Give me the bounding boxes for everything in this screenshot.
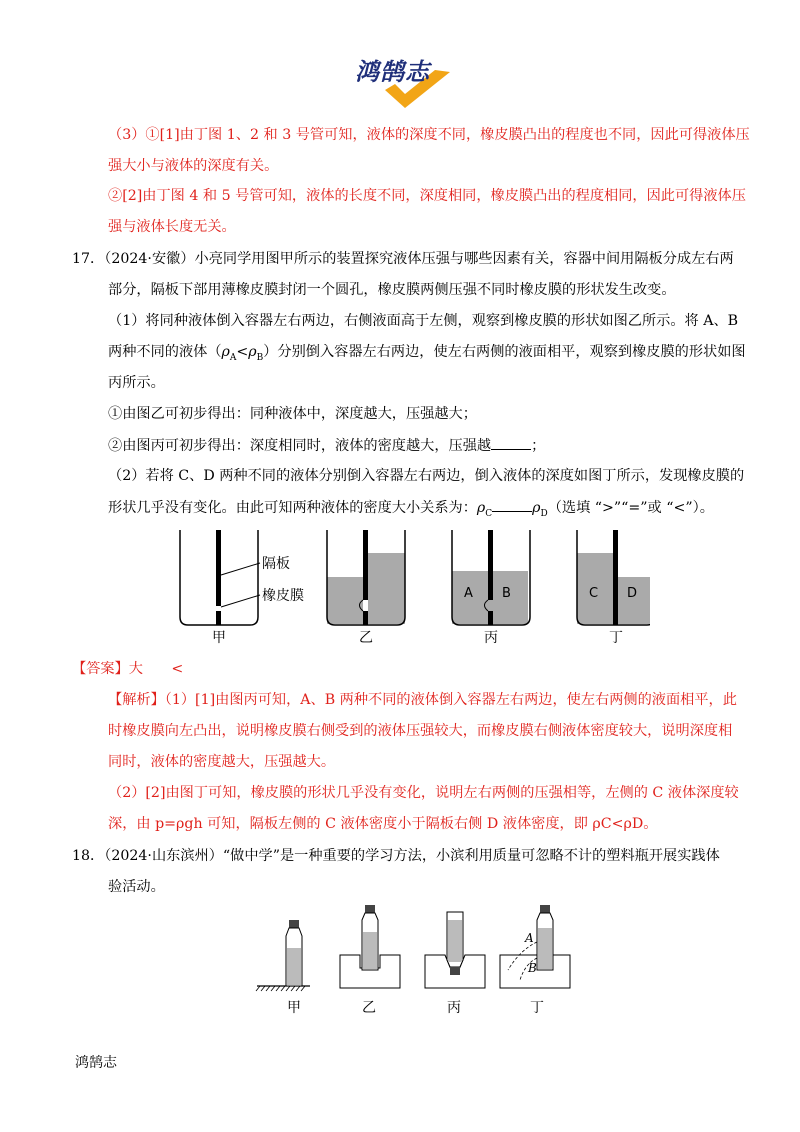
- caption18-bing: 丙: [447, 1000, 461, 1016]
- q17-line4: [108, 342, 746, 368]
- q17-line7-a: ②由图丙可初步得出：深度相同时，液体的密度越大，压强越: [108, 438, 492, 454]
- partition-bar: [216, 530, 221, 606]
- bottle-bing: [425, 912, 485, 1016]
- analysis-line3: 同时，液体的密度越大，压强越大。: [108, 754, 336, 770]
- bottle-jia: [256, 920, 310, 1016]
- caption-bing: 丙: [484, 630, 498, 646]
- caption-ding: 丁: [609, 630, 623, 646]
- caption-jia: 甲: [212, 630, 226, 646]
- label18-b: B: [528, 961, 537, 975]
- sub-a: A: [229, 352, 237, 363]
- rho-symbol: <ρ: [236, 344, 257, 360]
- q17-line8: （2）若将 C、D 两种不同的液体分别倒入容器左右两边，倒入液体的深度如图丁所示，发现橡皮膜的: [108, 468, 745, 484]
- q17-line2: 部分，隔板下部用薄橡皮膜封闭一个圆孔，橡皮膜两侧压强不同时橡皮膜的形状发生改变。: [108, 282, 676, 298]
- caption18-yi: 乙: [362, 1000, 376, 1016]
- answer16-line1: （3）①[1]由丁图 1、2 和 3 号管可知，液体的深度不同，橡皮膜凸出的程度也不同，因此可得液体压: [108, 127, 750, 143]
- caption18-jia: 甲: [287, 1000, 301, 1016]
- label-d: D: [627, 586, 638, 601]
- bottle-ding: [500, 905, 570, 1016]
- answer16-line4: 强与液体长度无关。: [108, 219, 236, 235]
- analysis-line2: 时橡皮膜向左凸出，说明橡皮膜右侧受到的液体压强较大，而橡皮膜右侧液体密度较大，说明深度相: [108, 723, 733, 739]
- analysis-line4: （2）[2]由图丁可知，橡皮膜的形状几乎没有变化，说明左右两侧的压强相等，左侧的 C 液体深度较: [108, 785, 739, 801]
- rho-symbol: ρ: [532, 500, 541, 516]
- answer16-line2: 强大小与液体的深度有关。: [108, 158, 279, 174]
- sub-d: D: [540, 508, 548, 519]
- label-c: C: [589, 586, 599, 601]
- q17-line5: 丙所示。: [108, 375, 165, 391]
- label-membrane: 橡皮膜: [262, 588, 304, 604]
- label-b: B: [502, 586, 511, 601]
- answer-blank[interactable]: [492, 497, 532, 512]
- brand-logo: [355, 50, 465, 110]
- label-partition: 隔板: [262, 556, 290, 572]
- q17-answer: 【答案】大 <: [72, 661, 184, 677]
- container-yi: [327, 530, 405, 646]
- caption18-ding: 丁: [530, 1000, 544, 1016]
- container-bing: [452, 530, 530, 646]
- q18-line1: 18．（2024·山东滨州）“做中学”是一种重要的学习方法，小滨利用质量可忽略不计的塑料瓶开展实践体: [72, 848, 720, 864]
- q17-line3: （1）将同种液体倒入容器左右两边，右侧液面高于左侧，观察到橡皮膜的形状如图乙所示。将 A、B: [108, 313, 739, 329]
- bottle-yi: [340, 905, 400, 1016]
- logo-text: 鸿鹄志: [355, 58, 430, 86]
- analysis-line5: 深，由 p=ρgh 可知，隔板左侧的 C 液体密度小于隔板右侧 D 液体密度，即 ρC<ρD。: [108, 816, 658, 832]
- q17-figure: [170, 525, 650, 665]
- analysis-line1: 【解析】（1）[1]由图丙可知，A、B 两种不同的液体倒入容器左右两边，使左右两侧的液面相平，此: [108, 692, 737, 708]
- q17-line9: [108, 497, 714, 524]
- answer-blank[interactable]: [491, 435, 531, 450]
- sub-c: C: [485, 508, 493, 519]
- q17-line4-a: 两种不同的液体（: [108, 344, 222, 360]
- label-a: A: [464, 586, 473, 601]
- container-jia: [180, 530, 304, 646]
- q17-line1: 17．（2024·安徽）小亮同学用图甲所示的装置探究液体压强与哪些因素有关，容器中间用隔板分成左右两: [72, 251, 734, 267]
- q17-line4-f: ）分别倒入容器左右两边，使左右两侧的液面相平，观察到橡皮膜的形状如图: [263, 344, 746, 360]
- q18-figure: [255, 900, 585, 1035]
- q17-line6: ①由图乙可初步得出：同种液体中，深度越大，压强越大；: [108, 406, 477, 422]
- rho-symbol: ρ: [476, 500, 486, 516]
- label18-a: A: [525, 931, 534, 945]
- sub-b: B: [256, 352, 264, 363]
- q17-line7-b: ；: [531, 438, 546, 454]
- q17-line9-a: 形状几乎没有变化。由此可知两种液体的密度大小关系为：: [108, 500, 477, 516]
- caption-yi: 乙: [359, 630, 373, 646]
- page-footer: 鸿鹄志: [75, 1055, 117, 1071]
- rho-symbol: ρ: [221, 344, 230, 360]
- q18-line2: 验活动。: [108, 879, 165, 895]
- q17-line7: [108, 435, 545, 456]
- q17-line9-f: （选填 “>”“=”或 “<”）。: [547, 500, 714, 516]
- container-ding: [577, 530, 650, 646]
- answer16-line3: ②[2]由丁图 4 和 5 号管可知，液体的长度不同，深度相同，橡皮膜凸出的程度相同，因此可得液体压: [108, 188, 746, 204]
